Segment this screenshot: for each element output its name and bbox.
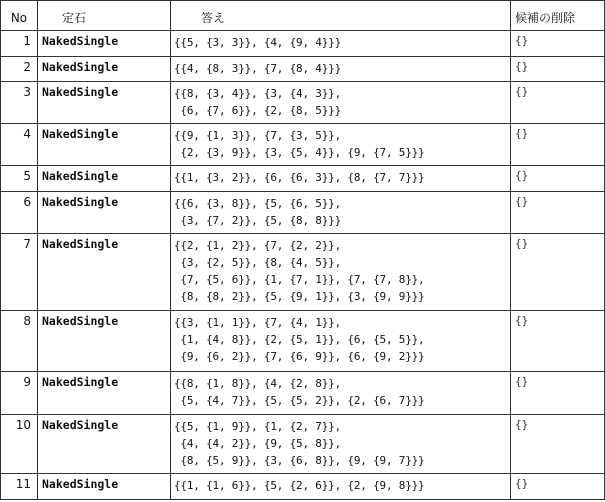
row-number: 2 [1, 56, 38, 82]
elimination-cell: {} [511, 124, 605, 166]
answer-line: {3, {2, 5}}, {8, {4, 5}}, [174, 256, 341, 270]
header-answer: 答え [171, 1, 511, 31]
answer-line: {8, {8, 2}}, {5, {9, 1}}, {3, {9, 9}}} [174, 290, 425, 304]
row-number: 10 [1, 414, 38, 474]
answer-cell [171, 56, 511, 82]
answer-line: {{5, {3, 3}}, {4, {9, 4}}} [174, 36, 341, 49]
answer-cell [171, 414, 511, 474]
table-body [1, 31, 605, 500]
row-number: 8 [1, 311, 38, 372]
answer-line: {4, {4, 2}}, {9, {5, 8}}, [174, 436, 341, 450]
answer-line: {6, {7, 6}}, {2, {8, 5}}} [174, 104, 341, 118]
header-row [1, 1, 605, 31]
table-row [1, 311, 605, 372]
table-row [1, 82, 605, 124]
technique-cell: NakedSingle [38, 311, 171, 372]
technique-cell: NakedSingle [38, 234, 171, 311]
answer-line: {{4, {8, 3}}, {7, {8, 4}}} [174, 61, 341, 75]
answer-cell [171, 311, 511, 372]
answer-cell [171, 234, 511, 311]
answer-cell [171, 474, 511, 500]
technique-cell: NakedSingle [38, 124, 171, 166]
technique-cell: NakedSingle [38, 82, 171, 124]
technique-cell: NakedSingle [38, 474, 171, 500]
elimination-cell: {} [511, 371, 605, 414]
table-row [1, 166, 605, 192]
row-number: 4 [1, 124, 38, 166]
answer-line: {5, {4, 7}}, {5, {5, 2}}, {2, {6, 7}}} [174, 393, 425, 407]
table-row [1, 474, 605, 500]
technique-cell: NakedSingle [38, 371, 171, 414]
technique-cell: NakedSingle [38, 31, 171, 57]
technique-cell: NakedSingle [38, 414, 171, 474]
answer-cell [171, 31, 511, 57]
answer-line: {3, {7, 2}}, {5, {8, 8}}} [174, 214, 341, 228]
table-row [1, 371, 605, 414]
row-number: 1 [1, 31, 38, 57]
table-row [1, 124, 605, 166]
answer-line: {8, {5, 9}}, {3, {6, 8}}, {9, {9, 7}}} [174, 453, 425, 467]
elimination-cell: {} [511, 234, 605, 311]
answer-line: {{5, {1, 9}}, {1, {2, 7}}, [174, 419, 341, 433]
row-number: 3 [1, 82, 38, 124]
table-row [1, 234, 605, 311]
header-technique: 定石 [38, 1, 171, 31]
answer-line: {{1, {3, 2}}, {6, {6, 3}}, {8, {7, 7}}} [174, 171, 425, 185]
answer-cell [171, 192, 511, 234]
table-row [1, 31, 605, 57]
row-number: 5 [1, 166, 38, 192]
answer-cell [171, 371, 511, 414]
answer-line: {9, {6, 2}}, {7, {6, 9}}, {6, {9, 2}}} [174, 350, 425, 364]
header-elimination: 候補の削除 [511, 1, 605, 31]
elimination-cell: {} [511, 82, 605, 124]
elimination-cell: {} [511, 31, 605, 57]
answer-line: {{2, {1, 2}}, {7, {2, 2}}, [174, 239, 341, 253]
row-number: 6 [1, 192, 38, 234]
technique-cell: NakedSingle [38, 56, 171, 82]
row-number: 7 [1, 234, 38, 311]
table-row [1, 414, 605, 474]
answer-cell [171, 82, 511, 124]
answer-line: {{8, {1, 8}}, {4, {2, 8}}, [174, 376, 341, 390]
elimination-cell: {} [511, 414, 605, 474]
row-number: 9 [1, 371, 38, 414]
table-row [1, 56, 605, 82]
elimination-cell: {} [511, 166, 605, 192]
answer-line: {7, {5, 6}}, {1, {7, 1}}, {7, {7, 8}}, [174, 273, 425, 287]
answer-cell [171, 124, 511, 166]
table-row [1, 192, 605, 234]
answer-line: {1, {4, 8}}, {2, {5, 1}}, {6, {5, 5}}, [174, 333, 425, 347]
answer-line: {{8, {3, 4}}, {3, {4, 3}}, [174, 87, 341, 101]
answer-line: {{6, {3, 8}}, {5, {6, 5}}, [174, 197, 341, 211]
elimination-cell: {} [511, 56, 605, 82]
answer-line: {{3, {1, 1}}, {7, {4, 1}}, [174, 316, 341, 330]
answer-line: {2, {3, 9}}, {3, {5, 4}}, {9, {7, 5}}} [174, 146, 425, 160]
answer-line: {{1, {1, 6}}, {5, {2, 6}}, {2, {9, 8}}} [174, 479, 425, 493]
elimination-cell: {} [511, 311, 605, 372]
technique-cell: NakedSingle [38, 192, 171, 234]
elimination-cell: {} [511, 192, 605, 234]
row-number: 11 [1, 474, 38, 500]
elimination-cell: {} [511, 474, 605, 500]
technique-cell: NakedSingle [38, 166, 171, 192]
answer-line: {{9, {1, 3}}, {7, {3, 5}}, [174, 129, 341, 143]
answer-cell [171, 166, 511, 192]
header-no: No [1, 1, 38, 31]
